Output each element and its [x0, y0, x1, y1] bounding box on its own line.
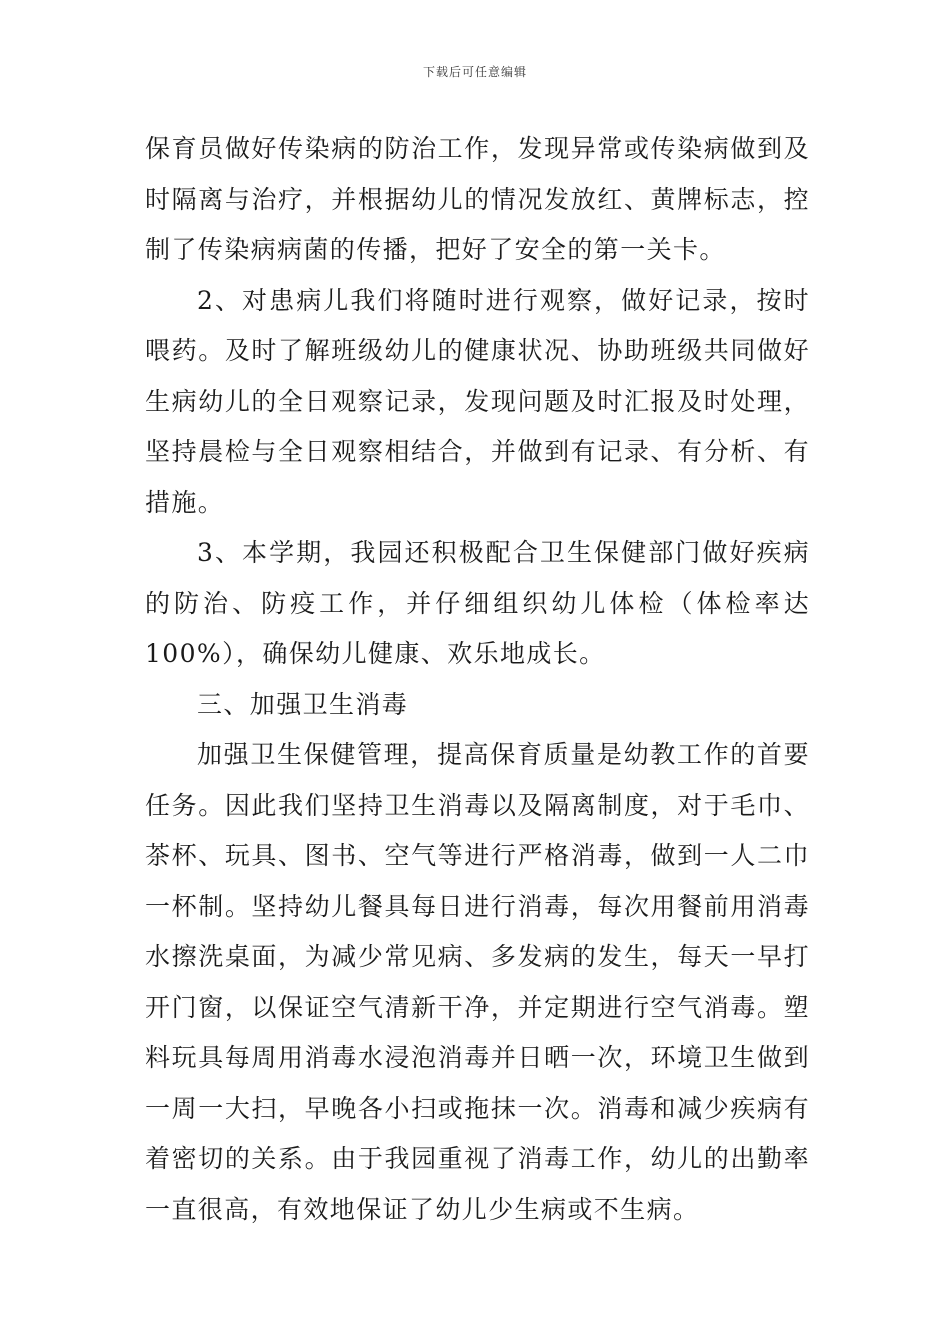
- paragraph-item-3: 3、本学期，我园还积极配合卫生保健部门做好疾病的防治、防疫工作，并仔细组织幼儿体检（体检率达100%），确保幼儿健康、欢乐地成长。: [145, 538, 810, 668]
- paragraph-disinfection-body: 加强卫生保健管理，提高保育质量是幼教工作的首要任务。因此我们坚持卫生消毒以及隔离制度，对于毛巾、茶杯、玩具、图书、空气等进行严格消毒，做到一人二巾一杯制。坚持幼儿餐具每日进行消毒，每次用餐前用消毒水擦洗桌面，为减少常见病、多发病的发生，每天一早打开门窗，以保证空气清新干净，并定期进行空气消毒。塑料玩具每周用消毒水浸泡消毒并日晒一次，环境卫生做到一周一大扫，早晚各小扫或拖抹一次。消毒和减少疾病有着密切的关系。由于我园重视了消毒工作，幼儿的出勤率一直很高，有效地保证了幼儿少生病或不生病。: [145, 740, 810, 1224]
- paragraph-continuation: 保育员做好传染病的防治工作，发现异常或传染病做到及时隔离与治疗，并根据幼儿的情况发放红、黄牌标志，控制了传染病病菌的传播，把好了安全的第一关卡。: [145, 134, 810, 264]
- paragraph-item-2: 2、对患病儿我们将随时进行观察，做好记录，按时喂药。及时了解班级幼儿的健康状况、协助班级共同做好生病幼儿的全日观察记录，发现问题及时汇报及时处理，坚持晨检与全日观察相结合，并做到有记录、有分析、有措施。: [145, 285, 810, 517]
- page-header-note: 下载后可任意编辑: [422, 65, 527, 79]
- section-heading-disinfection: 三、加强卫生消毒: [197, 689, 409, 719]
- document-body: [145, 124, 810, 1235]
